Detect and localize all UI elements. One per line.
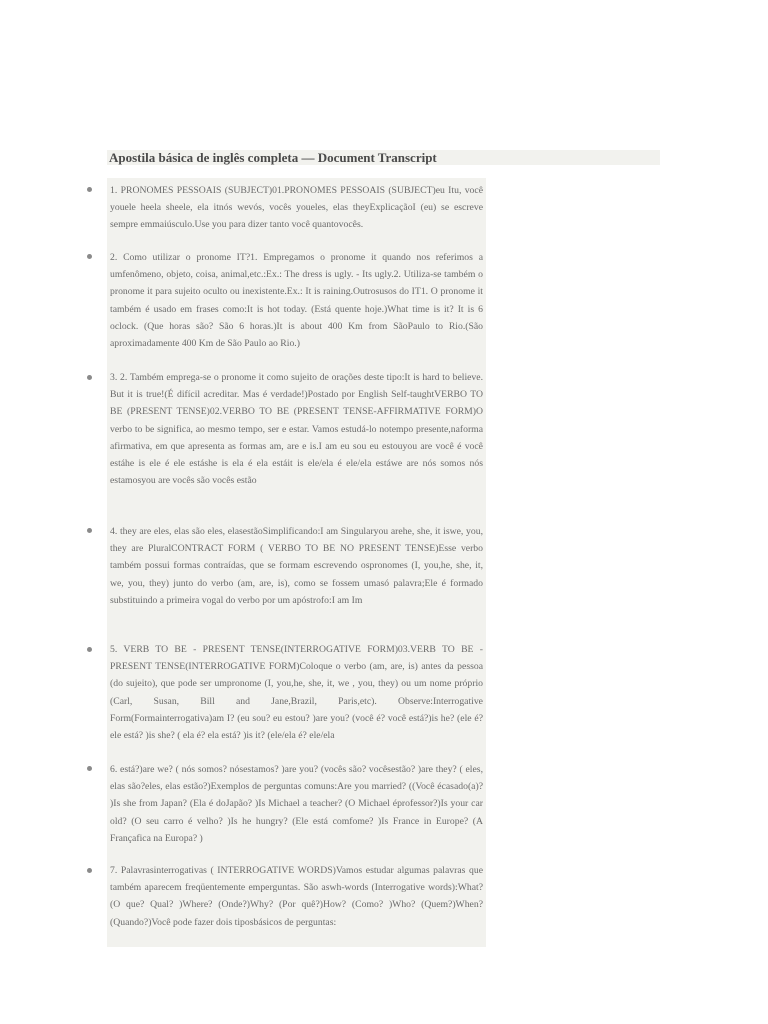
transcript-paragraph: 7. Palavrasinterrogativas ( INTERROGATIVE WORDS)Vamos estudar algumas palavras que também aparecem freqüentemente emperguntas. São aswh-words (Interrogative words):What? (O que? Qual? )Where? (Onde?)Why? (Por quê?)How? (Como? )Who? (Quem?)When? (Quando?)Você pode fazer dois tiposbásicos de perguntas: xyxy=(110,865,483,928)
bullet-icon xyxy=(87,187,92,192)
bullet-icon xyxy=(87,375,92,380)
transcript-paragraph: 2. Como utilizar o pronome IT?1. Empregamos o pronome it quando nos referimos a umfenômeno, objeto, coisa, animal,etc.:Ex.: The dress is ugly. - Its ugly.2. Utiliza-se também o pronome it para sujeito oculto ou inexistente.Ex.: It is raining.Outrosusos do IT1. O pronome it também é usado em frases como:It is hot today. (Está quente hoje.)What time is it? It is 6 oclock. (Que horas são? São 6 horas.)It is about 400 Km from SãoPaulo to Rio.(São aproximadamente 400 Km de São Paulo ao Rio.) xyxy=(110,252,483,350)
bullet-icon xyxy=(87,528,92,533)
document-title: Apostila básica de inglês completa — Document Transcript xyxy=(109,150,437,165)
bullet-icon xyxy=(87,868,92,873)
transcript-paragraph: 5. VERB TO BE - PRESENT TENSE(INTERROGATIVE FORM)03.VERB TO BE - PRESENT TENSE(INTERROGATIVE FORM)Coloque o verbo (am, are, is) antes da pessoa (do sujeito), que pode ser umpronome (I, you,he, she, it, we , you, they) ou um nome próprio (Carl, Susan, Bill and Jane,Brazil, Paris,etc). Observe:Interrogative Form(Formainterrogativa)am I? (eu sou? eu estou? )are you? (você é? você está?)is he? (ele é? ele está? )is she? ( ela é? ela está? )is it? (ele/ela é? ele/ela xyxy=(110,644,483,742)
bullet-icon xyxy=(87,254,92,259)
bullet-icon xyxy=(87,647,92,652)
bullet-icon xyxy=(87,766,92,771)
transcript-paragraph: 1. PRONOMES PESSOAIS (SUBJECT)01.PRONOMES PESSOAIS (SUBJECT)eu Itu, você youele heela sheele, ela itnós wevós, vocês youeles, elas theyExplicaçãoI (eu) se escreve sempre emmaiúsculo.Use you para dizer tanto você quantovocês. xyxy=(110,185,483,231)
transcript-paragraph: 3. 2. Também emprega-se o pronome it como sujeito de orações deste tipo:It is hard to believe. But it is true!(É difícil acreditar. Mas é verdade!)Postado por English Self-taughtVERBO TO BE (PRESENT TENSE)02.VERBO TO BE (PRESENT TENSE-AFFIRMATIVE FORM)O verbo to be significa, ao mesmo tempo, ser e estar. Vamos estudá-lo notempo presente,naforma afirmativa, em que apresenta as formas am, are e is.I am eu sou eu estouyou are você é você estáhe is ele é ele estáshe is ela é ela estáit is ele/ela é ele/ela estáwe are nós somos nós estamosyou are vocês são vocês estão xyxy=(110,372,483,487)
transcript-paragraph: 4. they are eles, elas são eles, elasestãoSimplificando:I am Singularyou arehe, she, it iswe, you, they are PluralCONTRACT FORM ( VERBO TO BE NO PRESENT TENSE)Esse verbo também possui formas contraídas, que se formam escrevendo ospronomes (I, you,he, she, it, we, you, they) junto do verbo (am, are, is), como se fossem umasó palavra;Ele é formado substituindo a primeira vogal do verbo por um apóstrofo:I am Im xyxy=(110,526,483,606)
transcript-paragraph: 6. está?)are we? ( nós somos? nósestamos? )are you? (vocês são? vocêsestão? )are they? ( eles, elas são?eles, elas estão?)Exemplos de perguntas comuns:Are you married? ((Você écasado(a)? )Is she from Japan? (Ela é doJapão? )Is Michael a teacher? (O Michael éprofessor?)Is your car old? (O seu carro é velho? )Is he hungry? (Ele está comfome? )Is France in Europe? (A Françafica na Europa? ) xyxy=(110,764,483,844)
